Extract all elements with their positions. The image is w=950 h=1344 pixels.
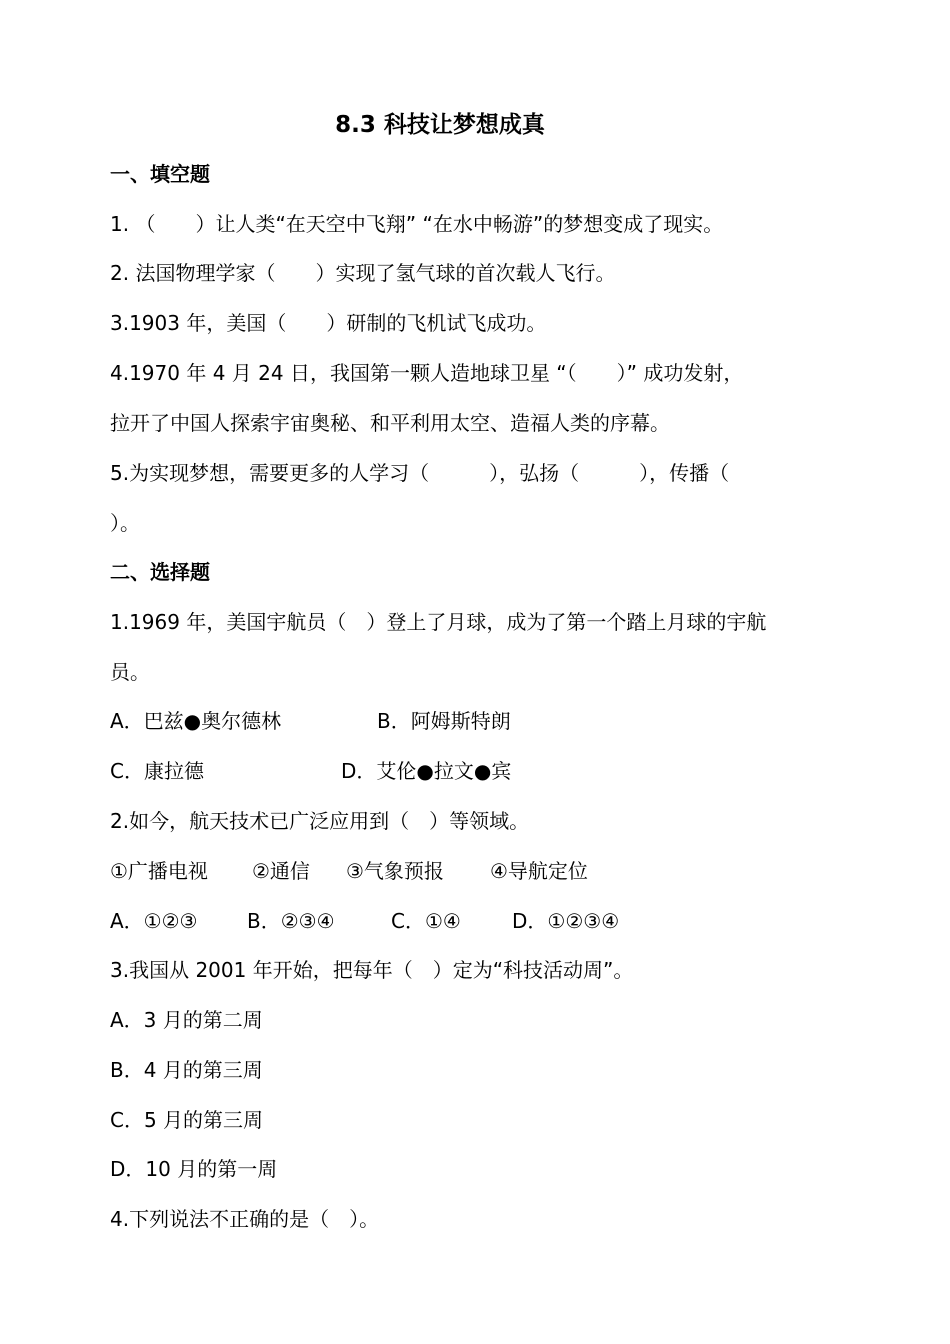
- choice-question-2-stem: 2.如今，航天技术已广泛应用到（ ）等领域。: [110, 809, 530, 833]
- choice-q2-option-b: B．②③④: [247, 909, 335, 933]
- fill-blank-question-1: 1. （ ）让人类“在天空中飞翔” “在水中畅游”的梦想变成了现实。: [110, 212, 724, 236]
- choice-q2-item-3: ③气象预报: [346, 859, 444, 883]
- section-heading-fill-blank: 一、填空题: [110, 162, 210, 186]
- choice-question-1-stem-continued: 员。: [110, 660, 150, 684]
- choice-q2-item-1: ①广播电视: [110, 859, 208, 883]
- choice-q3-option-b: B．4 月的第三周: [110, 1058, 263, 1082]
- section-heading-multiple-choice: 二、选择题: [110, 560, 210, 584]
- page-title: 8.3 科技让梦想成真: [335, 112, 545, 138]
- choice-q2-option-c: C．①④: [391, 909, 461, 933]
- fill-blank-question-4-continued: 拉开了中国人探索宇宙奥秘、和平利用太空、造福人类的序幕。: [110, 411, 670, 435]
- choice-q1-option-d: D．艾伦●拉文●宾: [341, 759, 512, 783]
- choice-question-1-stem: 1.1969 年，美国宇航员（ ）登上了月球，成为了第一个踏上月球的宇航: [110, 610, 767, 634]
- choice-q2-option-d: D．①②③④: [512, 909, 620, 933]
- choice-q2-item-4: ④导航定位: [490, 859, 588, 883]
- choice-q2-item-2: ②通信: [252, 859, 310, 883]
- choice-q1-option-c: C．康拉德: [110, 759, 204, 783]
- choice-q2-option-a: A．①②③: [110, 909, 198, 933]
- choice-question-3-stem: 3.我国从 2001 年开始，把每年（ ）定为“科技活动周”。: [110, 958, 634, 982]
- choice-q1-option-b: B．阿姆斯特朗: [377, 709, 511, 733]
- fill-blank-question-5-continued: ）。: [110, 511, 140, 535]
- choice-q3-option-d: D．10 月的第一周: [110, 1157, 278, 1181]
- choice-q1-option-a: A．巴兹●奥尔德林: [110, 709, 282, 733]
- fill-blank-question-4: 4.1970 年 4 月 24 日，我国第一颗人造地球卫星 “（ ）” 成功发射，: [110, 361, 744, 385]
- choice-q3-option-c: C．5 月的第三周: [110, 1108, 264, 1132]
- fill-blank-question-5: 5.为实现梦想，需要更多的人学习（ ），弘扬（ ），传播（: [110, 461, 730, 485]
- choice-question-4-stem: 4.下列说法不正确的是（ ）。: [110, 1207, 380, 1231]
- fill-blank-question-2: 2. 法国物理学家（ ）实现了氢气球的首次载人飞行。: [110, 261, 616, 285]
- choice-q3-option-a: A．3 月的第二周: [110, 1008, 263, 1032]
- fill-blank-question-3: 3.1903 年，美国（ ）研制的飞机试飞成功。: [110, 311, 547, 335]
